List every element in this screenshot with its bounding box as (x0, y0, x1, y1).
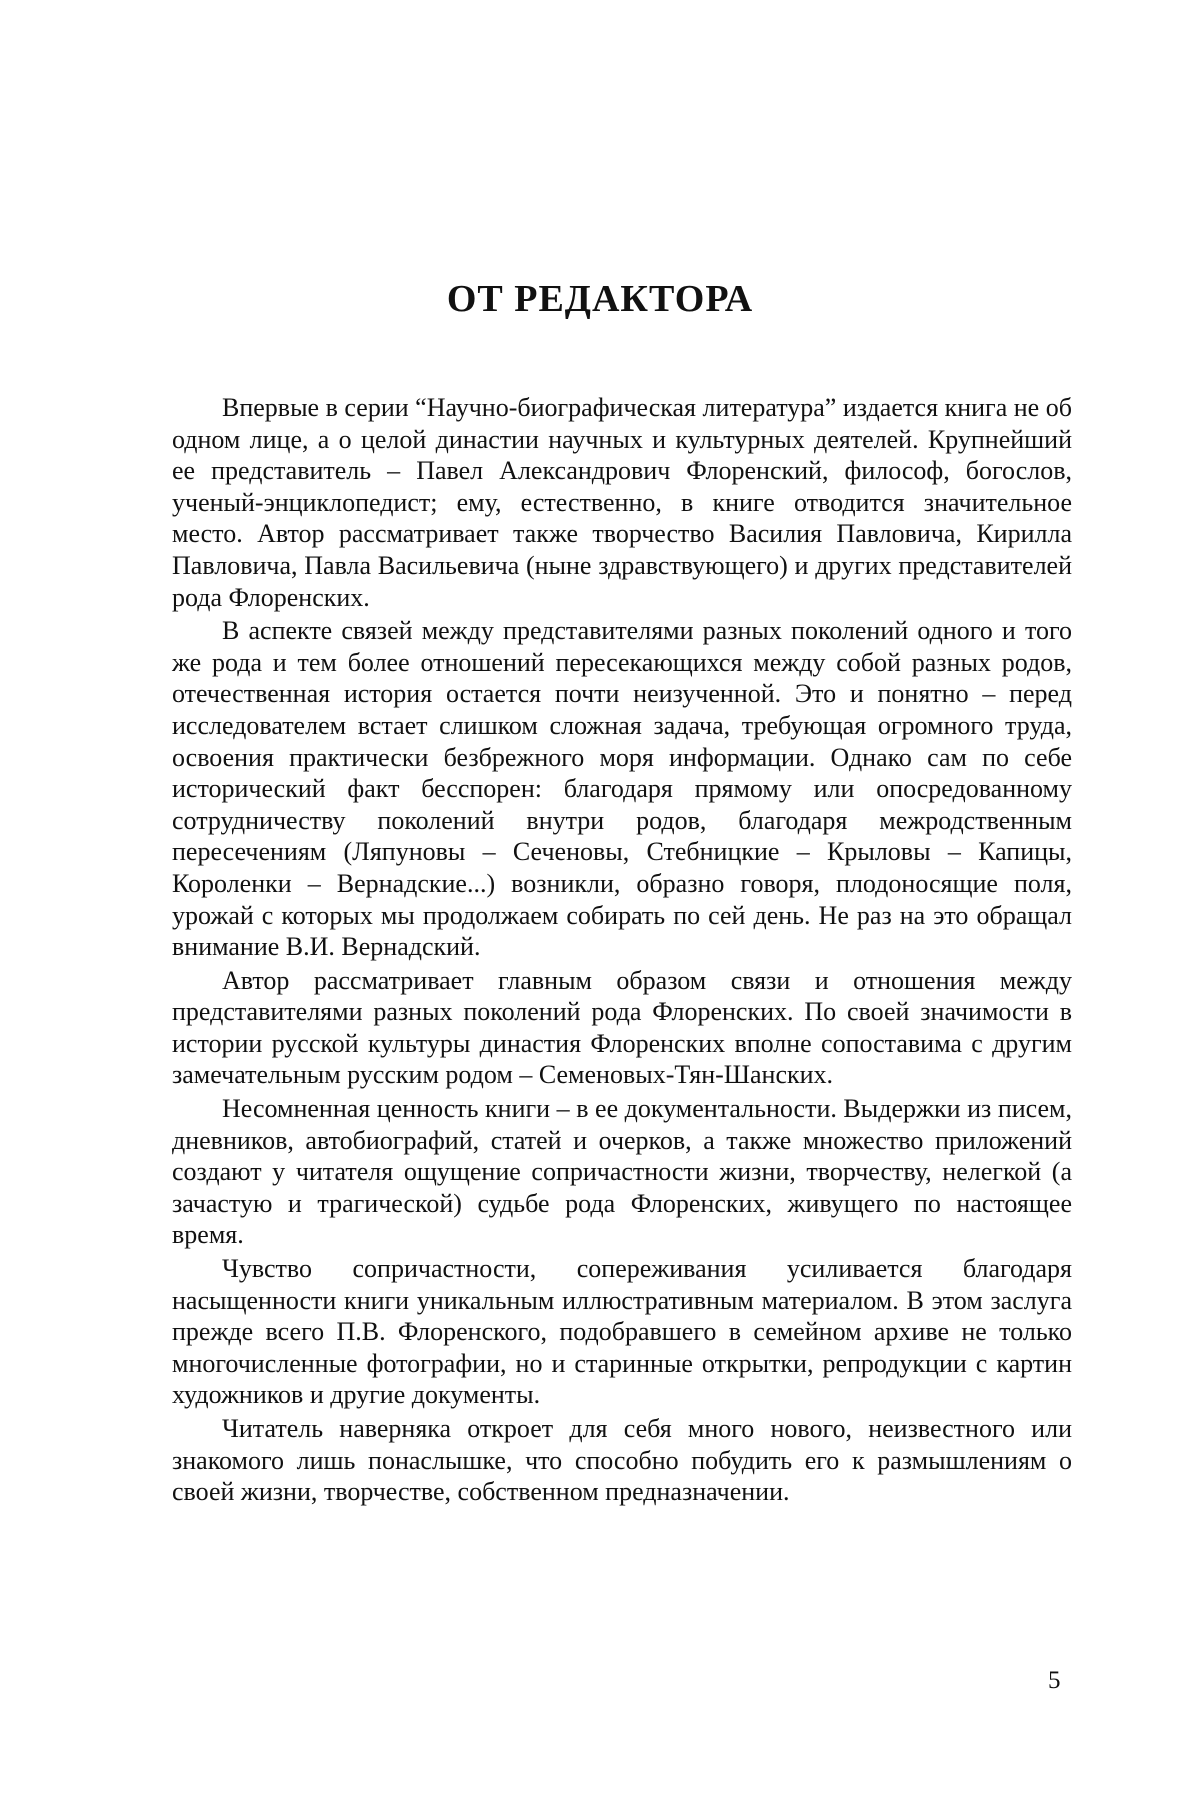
page-number: 5 (1048, 1667, 1061, 1694)
page-title: ОТ РЕДАКТОРА (446, 278, 754, 320)
paragraph: В аспекте связей между представителями разных поколений одного и того же рода и тем более отношений пересекающихся между собой разных родов, отечественная история остается почти неизученной. Это и понятно – перед исследователем встает слишком сложная задача, требующая огромного труда, освоения практически безбрежного моря информации. Однако сам по себе исторический факт бесспорен: благодаря прямому или опосредованному сотрудничеству поколений внутри родов, благодаря межродственным пересечениям (Ляпуновы – Сеченовы, Стебницкие – Крыловы – Капицы, Короленки – Вернадские...) возникли, образно говоря, плодоносящие поля, урожай с которых мы продолжаем собирать по сей день. Не раз на это обращал внимание В.И. Вернадский. (172, 616, 1072, 962)
body-text (172, 392, 1072, 1510)
paragraph: Чувство сопричастности, сопереживания усиливается благодаря насыщенности книги уникальным иллюстративным материалом. В этом заслуга прежде всего П.В. Флоренского, подобравшего в семейном архиве не только многочисленные фотографии, но и старинные открытки, репродукции с картин художников и другие документы. (172, 1254, 1072, 1410)
paragraph: Впервые в серии “Научно-биографическая литература” издается книга не об одном лице, а о целой династии научных и культурных деятелей. Крупнейший ее представитель – Павел Александрович Флоренский, философ, богослов, ученый-энциклопедист; ему, естественно, в книге отводится значительное место. Автор рассматривает также творчество Василия Павловича, Кирилла Павловича, Павла Васильевича (ныне здравствующего) и других представителей рода Флоренских. (172, 393, 1072, 612)
paragraph: Несомненная ценность книги – в ее документальности. Выдержки из писем, дневников, автобиографий, статей и очерков, а также множество приложений создают у читателя ощущение сопричастности жизни, творчеству, нелегкой (а зачастую и трагической) судьбе рода Флоренских, живущего по настоящее время. (172, 1094, 1072, 1250)
paragraph: Автор рассматривает главным образом связи и отношения между представителями разных поколений рода Флоренских. По своей значимости в истории русской культуры династия Флоренских вполне сопоставима с другим замечательным русским родом – Семеновых-Тян-Шанских. (172, 965, 1072, 1090)
paragraph: Читатель наверняка откроет для себя много нового, неизвестного или знакомого лишь понаслышке, что способно побудить его к размышлениям о своей жизни, творчестве, собственном предназначении. (172, 1414, 1072, 1507)
